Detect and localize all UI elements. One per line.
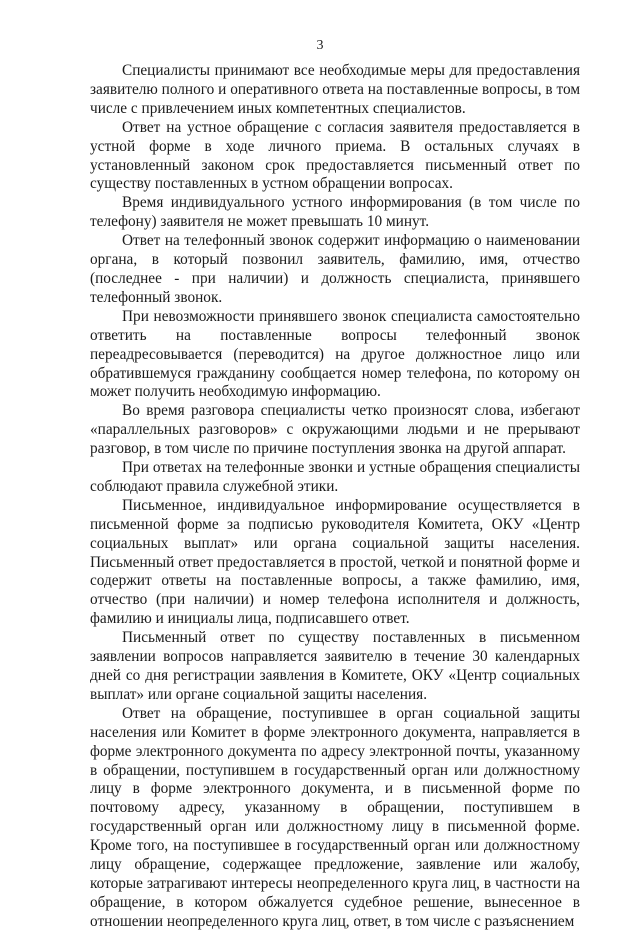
- paragraph-oral-response: Ответ на устное обращение с согласия заявителя предоставляется в устной форме в ходе личного приема. В остальных случаях в установленный законом срок предоставляется письменный ответ по существу поставленных в устном обращении вопросах.: [90, 118, 580, 193]
- document-body: [90, 62, 580, 932]
- paragraph-call-redirect: При невозможности принявшего звонок специалиста самостоятельно ответить на поставленные вопросы телефонный звонок переадресовывается (переводится) на другое должностное лицо или обратившемуся гражданину сообщается номер телефона, по которому он может получить необходимую информацию.: [90, 307, 580, 401]
- paragraph-conversation-rules: Во время разговора специалисты четко произносят слова, избегают «параллельных разговоров» с окружающими людьми и не прерывают разговор, в том числе по причине поступления звонка на другой аппарат.: [90, 402, 580, 458]
- page-number: 3: [316, 38, 324, 53]
- paragraph-electronic-appeal: Ответ на обращение, поступившее в орган социальной защиты населения или Комитет в форме электронного документа, направляется в форме электронного документа по адресу электронной почты, указанному в обращении, поступившем в государственный орган или должностному лицу в форме электронного документа, и в письменной форме по почтовому адресу, указанному в обращении, поступившем в государственный орган или должностному лицу в письменной форме. Кроме того, на поступившее в государственный орган или должностному лицу обращение, содержащее предложение, заявление или жалобу, которые затрагивают интересы неопределенного круга лиц, в частности на обращение, в котором обжалуется судебное решение, вынесенное в отношении неопределенного круга лиц, ответ, в том числе с разъяснением: [90, 704, 580, 930]
- paragraph-specialists-measures: Специалисты принимают все необходимые меры для предоставления заявителю полного и оперативного ответа на поставленные вопросы, в том числе с привлечением иных компетентных специалистов.: [90, 62, 580, 117]
- paragraph-written-informing: Письменное, индивидуальное информирование осуществляется в письменной форме за подписью руководителя Комитета, ОКУ «Центр социальных выплат» или органа социальной защиты населения. Письменный ответ предоставляется в простой, четкой и понятной форме и содержит ответы на поставленные вопросы, а также фамилию, имя, отчество (при наличии) и номер телефона исполнителя и должность, фамилию и инициалы лица, подписавшего ответ.: [90, 496, 580, 628]
- paragraph-service-ethics: При ответах на телефонные звонки и устные обращения специалисты соблюдают правила служебной этики.: [90, 459, 580, 495]
- paragraph-oral-time-limit: Время индивидуального устного информирования (в том числе по телефону) заявителя не может превышать 10 минут.: [90, 194, 580, 231]
- paragraph-written-answer-deadline: Письменный ответ по существу поставленных в письменном заявлении вопросов направляется заявителю в течение 30 календарных дней со дня регистрации заявления в Комитете, ОКУ «Центр социальных выплат» или органе социальной защиты населения.: [90, 629, 580, 703]
- paragraph-phone-answer-content: Ответ на телефонный звонок содержит информацию о наименовании органа, в который позвонил заявитель, фамилию, имя, отчество (последнее - при наличии) и должность специалиста, принявшего телефонный звонок.: [90, 232, 580, 306]
